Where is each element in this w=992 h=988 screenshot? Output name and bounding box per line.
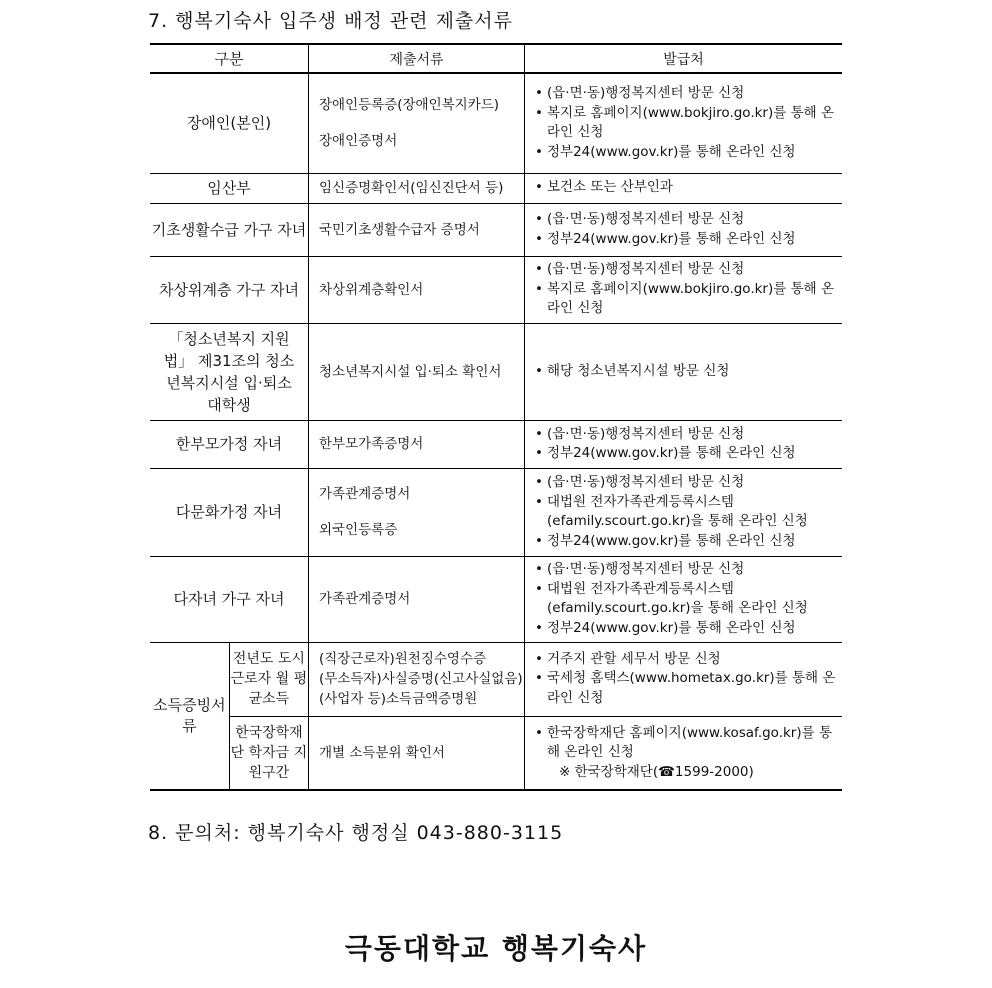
document-item: 청소년복지시설 입·퇴소 확인서 <box>319 363 502 380</box>
table-row <box>150 642 842 716</box>
row-category: 「청소년복지 지원법」 제31조의 청소년복지시설 입·퇴소 대학생 <box>150 323 309 420</box>
issuer-item: • 정부24(www.gov.kr)를 통해 온라인 신청 <box>533 143 842 163</box>
header-issuer: 발급처 <box>525 44 843 73</box>
row-category: 장애인(본인) <box>150 73 309 173</box>
row-documents <box>309 173 525 203</box>
issuer-item: • 정부24(www.gov.kr)를 통해 온라인 신청 <box>533 444 842 464</box>
row-issuers <box>525 642 843 716</box>
row-issuers <box>525 73 843 173</box>
issuer-item: • 정부24(www.gov.kr)를 통해 온라인 신청 <box>533 532 842 552</box>
issuer-item: • 거주지 관할 세무서 방문 신청 <box>533 650 842 670</box>
income-group-label: 소득증빙서류 <box>150 642 229 790</box>
issuer-item: • 정부24(www.gov.kr)를 통해 온라인 신청 <box>533 619 842 639</box>
issuer-item: • (읍·면·동)행정복지센터 방문 신청 <box>533 560 842 580</box>
issuer-item: • 한국장학재단 홈페이지(www.kosaf.go.kr)를 통해 온라인 신청 <box>533 724 842 763</box>
document-item: (무소득자)사실증명(신고사실없음) <box>319 671 523 687</box>
row-category: 차상위계층 가구 자녀 <box>150 256 309 323</box>
table-row <box>150 323 842 420</box>
issuer-item: • (읍·면·동)행정복지센터 방문 신청 <box>533 210 842 230</box>
table-row <box>150 468 842 556</box>
row-documents <box>309 73 525 173</box>
row-issuers <box>525 556 843 642</box>
contact-line: 8. 문의처: 행복기숙사 행정실 043-880-3115 <box>148 822 564 844</box>
row-category: 한국장학재단 학자금 지원구간 <box>229 716 308 790</box>
row-documents <box>309 556 525 642</box>
row-category: 다자녀 가구 자녀 <box>150 556 309 642</box>
row-issuers <box>525 468 843 556</box>
issuer-item: • 복지로 홈페이지(www.bokjiro.go.kr)를 통해 온라인 신청 <box>533 104 842 143</box>
row-documents <box>309 420 525 468</box>
document-item: 외국인등록증 <box>319 522 398 538</box>
row-documents <box>309 468 525 556</box>
document-item: 한부모가족증명서 <box>319 436 424 452</box>
footer-title: 극동대학교 행복기숙사 <box>344 932 648 965</box>
row-issuers <box>525 256 843 323</box>
table-header-row <box>150 44 842 73</box>
document-item: 장애인등록증(장애인복지카드) <box>319 97 500 114</box>
table-row <box>150 173 842 203</box>
issuer-item: • 대법원 전자가족관계등록시스템 (efamily.scourt.go.kr)을 통해 온라인 신청 <box>533 580 842 619</box>
issuer-item: • 해당 청소년복지시설 방문 신청 <box>533 362 842 382</box>
table-row <box>150 716 842 790</box>
document-item: 장애인증명서 <box>319 133 398 150</box>
row-documents <box>309 716 525 790</box>
table-row <box>150 203 842 256</box>
document-item: (사업자 등)소득금액증명원 <box>319 691 478 707</box>
issuer-item: • (읍·면·동)행정복지센터 방문 신청 <box>533 260 842 280</box>
table-row <box>150 420 842 468</box>
document-item: 개별 소득분위 확인서 <box>319 744 445 761</box>
document-item: 임신증명확인서(임신진단서 등) <box>319 180 504 196</box>
row-category: 기초생활수급 가구 자녀 <box>150 203 309 256</box>
header-category: 구분 <box>150 44 309 73</box>
issuer-item: • 복지로 홈페이지(www.bokjiro.go.kr)를 통해 온라인 신청 <box>533 280 842 319</box>
issuer-item: • 대법원 전자가족관계등록시스템 (efamily.scourt.go.kr)을 통해 온라인 신청 <box>533 493 842 532</box>
document-item: 가족관계증명서 <box>319 591 411 607</box>
document-item: 차상위계층확인서 <box>319 281 424 298</box>
row-documents <box>309 642 525 716</box>
table-row <box>150 556 842 642</box>
row-category: 다문화가정 자녀 <box>150 468 309 556</box>
row-category: 전년도 도시근로자 월 평균소득 <box>229 642 308 716</box>
row-issuers <box>525 420 843 468</box>
table-row <box>150 73 842 173</box>
row-issuers <box>525 716 843 790</box>
issuer-item: • 보건소 또는 산부인과 <box>533 178 842 198</box>
row-category: 임산부 <box>150 173 309 203</box>
document-item: (직장근로자)원천징수영수증 <box>319 651 487 667</box>
issuer-note: ※ 한국장학재단(☎1599-2000) <box>559 763 754 780</box>
issuer-item: • (읍·면·동)행정복지센터 방문 신청 <box>533 473 842 493</box>
section-heading: 7. 행복기숙사 입주생 배정 관련 제출서류 <box>148 10 513 32</box>
issuer-item: • (읍·면·동)행정복지센터 방문 신청 <box>533 425 842 445</box>
header-documents: 제출서류 <box>309 44 525 73</box>
issuer-item: • 정부24(www.gov.kr)를 통해 온라인 신청 <box>533 230 842 250</box>
row-documents <box>309 256 525 323</box>
row-issuers <box>525 323 843 420</box>
row-issuers <box>525 203 843 256</box>
row-documents <box>309 203 525 256</box>
row-category: 한부모가정 자녀 <box>150 420 309 468</box>
document-item: 가족관계증명서 <box>319 486 411 502</box>
table-row <box>150 256 842 323</box>
row-documents <box>309 323 525 420</box>
document-item: 국민기초생활수급자 증명서 <box>319 221 480 238</box>
issuer-item: • 국세청 홈택스(www.hometax.go.kr)를 통해 온라인 신청 <box>533 669 842 708</box>
documents-table <box>150 43 842 791</box>
row-issuers <box>525 173 843 203</box>
issuer-item: • (읍·면·동)행정복지센터 방문 신청 <box>533 84 842 104</box>
